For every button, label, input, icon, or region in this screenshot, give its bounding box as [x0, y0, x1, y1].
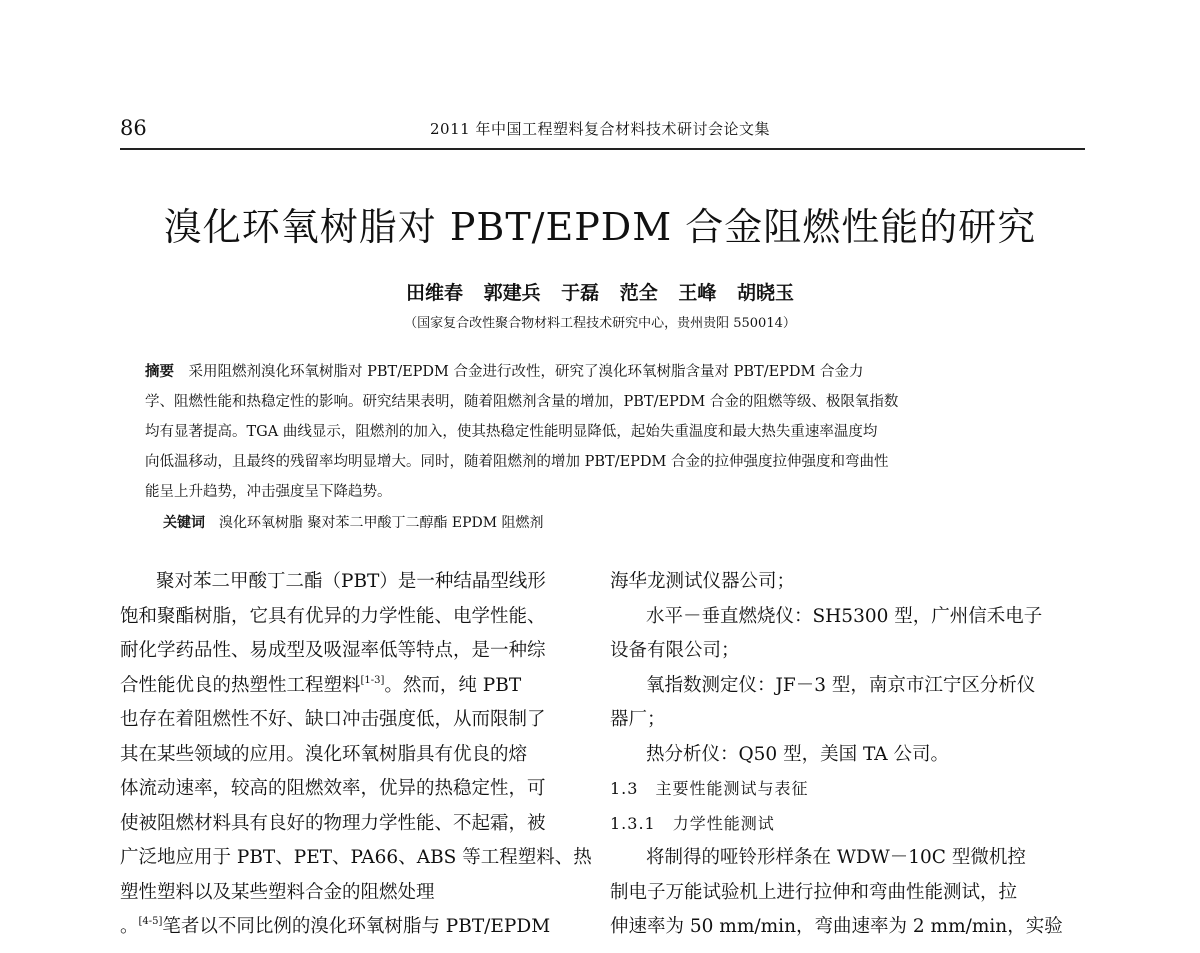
body-line: 海华龙测试仪器公司；	[610, 571, 796, 592]
keywords-text: 溴化环氧树脂 聚对苯二甲酸丁二醇酯 EPDM 阻燃剂	[219, 515, 544, 531]
body-line: 设备有限公司；	[610, 640, 740, 661]
abstract-line: 采用阻燃剂溴化环氧树脂对 PBT/EPDM 合金进行改性，研究了溴化环氧树脂含量对 PBT/EPDM 合金力	[188, 364, 864, 380]
running-header: 2011 年中国工程塑料复合材料技术研讨会论文集	[430, 120, 770, 138]
body-line: 将制得的哑铃形样条在 WDW－10C 型微机控	[646, 847, 1026, 868]
body-line: 氧指数测定仪：JF－3 型，南京市江宁区分析仪	[646, 674, 1036, 696]
body-line: 饱和聚酯树脂，它具有优异的力学性能、电学性能、	[120, 605, 546, 627]
keywords	[163, 512, 544, 532]
body-line: 也存在着阻燃性不好、缺口冲击强度低，从而限制了	[120, 709, 546, 730]
body-line: 伸速率为 50 mm/min，弯曲速率为 2 mm/min，实验	[610, 916, 1063, 937]
abstract-line: 均有显著提高。TGA 曲线显示，阻燃剂的加入，使其热稳定性能明显降低，起始失重温度和最大热失重速率温度均	[145, 424, 878, 440]
abstract-line: 能呈上升趋势，冲击强度呈下降趋势。	[145, 484, 392, 500]
abstract-line: 学、阻燃性能和热稳定性的影响。研究结果表明，随着阻燃剂含量的增加，PBT/EPDM 合金的阻燃等级、极限氧指数	[145, 394, 899, 410]
body-line: 使被阻燃材料具有良好的物理力学性能、不起霜，被	[120, 812, 546, 834]
body-left-column	[120, 565, 590, 953]
keywords-label: 关键词	[163, 515, 205, 531]
citation-ref: [1-3]	[360, 674, 385, 686]
header-rule	[120, 148, 1085, 150]
body-line: 合性能优良的热塑性工程塑料[1-3]。然而，纯 PBT	[120, 674, 522, 696]
body-line: 聚对苯二甲酸丁二酯（PBT）是一种结晶型线形	[156, 571, 546, 592]
body-right-column	[610, 565, 1085, 945]
affiliation: （国家复合改性聚合物材料工程技术研究中心，贵州贵阳 550014）	[404, 316, 796, 331]
abstract-line: 向低温移动，且最终的残留率均明显增大。同时，随着阻燃剂的增加 PBT/EPDM 合金的拉伸强度拉伸强度和弯曲性	[145, 454, 889, 470]
body-line: 热分析仪：Q50 型，美国 TA 公司。	[646, 743, 950, 765]
page-number: 86	[120, 116, 147, 140]
paper-title: 溴化环氧树脂对 PBT/EPDM 合金阻燃性能的研究	[163, 205, 1037, 249]
citation-ref: [4-5]	[138, 916, 163, 927]
abstract	[145, 357, 1055, 507]
body-line: 水平－垂直燃烧仪：SH5300 型，广州信禾电子	[646, 605, 1043, 627]
abstract-label: 摘要	[145, 364, 174, 380]
authors: 田维春 郭建兵 于磊 范全 王峰 胡晓玉	[405, 282, 795, 304]
body-line: 制电子万能试验机上进行拉伸和弯曲性能测试，拉	[610, 881, 1018, 903]
section-heading: 1.3 主要性能测试与表征	[610, 779, 809, 798]
body-line: 其在某些领域的应用。溴化环氧树脂具有优良的熔	[120, 743, 528, 765]
body-line: 。[4-5]笔者以不同比例的溴化环氧树脂与 PBT/EPDM	[120, 916, 551, 937]
body-line: 体流动速率，较高的阻燃效率，优异的热稳定性，可	[120, 778, 546, 799]
subsection-heading: 1.3.1 力学性能测试	[610, 813, 775, 833]
body-line: 塑性塑料以及某些塑料合金的阻燃处理	[120, 881, 435, 903]
body-line: 耐化学药品性、易成型及吸湿率低等特点，是一种综	[120, 640, 546, 661]
body-line: 广泛地应用于 PBT、PET、PA66、ABS 等工程塑料、热	[120, 847, 592, 868]
body-line: 器厂；	[610, 709, 666, 730]
